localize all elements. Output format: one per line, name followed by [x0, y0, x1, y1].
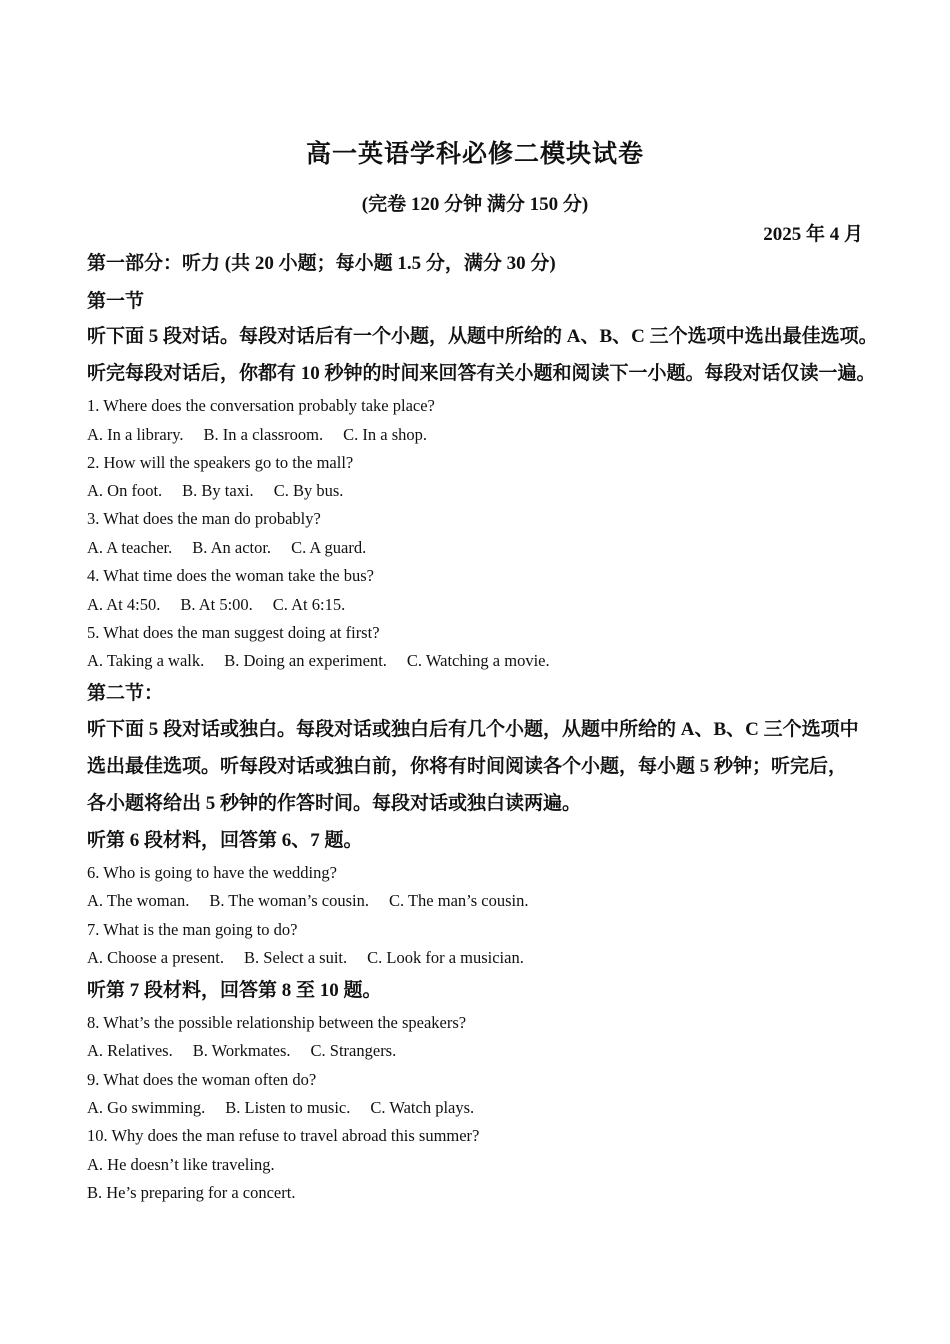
answer-options — [87, 538, 366, 558]
option-c: C. Strangers. — [310, 1041, 397, 1060]
answer-options — [87, 425, 427, 445]
question-text: 8. What’s the possible relationship between the speakers? — [87, 1013, 467, 1032]
section1-instruction: 听下面 5 段对话。每段对话后有一个小题，从题中所给的 A、B、C 三个选项中选出最佳选项。 — [87, 326, 878, 347]
answer-options — [87, 595, 345, 615]
question-text: 5. What does the man suggest doing at first? — [87, 623, 380, 642]
option-b: B. In a classroom. — [203, 425, 324, 444]
option-c: C. Watch plays. — [370, 1098, 475, 1117]
section2-instruction: 选出最佳选项。听每段对话或独白前，你将有时间阅读各个小题，每小题 5 秒钟；听完后， — [87, 756, 848, 777]
option-c: C. In a shop. — [343, 425, 428, 444]
option-a: A. Go swimming. — [87, 1098, 206, 1117]
option-b: B. Doing an experiment. — [224, 651, 387, 670]
option-a: A. Relatives. — [87, 1041, 173, 1060]
option-c: C. Look for a musician. — [367, 948, 524, 967]
section2-instruction: 听下面 5 段对话或独白。每段对话或独白后有几个小题，从题中所给的 A、B、C 三个选项中 — [87, 719, 859, 740]
question-text: 7. What is the man going to do? — [87, 920, 298, 939]
answer-options — [87, 1041, 396, 1061]
option-a: A. The woman. — [87, 891, 190, 910]
question-text: 9. What does the woman often do? — [87, 1070, 317, 1089]
option-b: B. Listen to music. — [225, 1098, 351, 1117]
section2-instruction: 各小题将给出 5 秒钟的作答时间。每段对话或独白读两遍。 — [87, 793, 582, 814]
question-text: 4. What time does the woman take the bus? — [87, 566, 374, 585]
exam-title: 高一英语学科必修二模块试卷 — [305, 141, 644, 168]
section1-instruction: 听完每段对话后，你都有 10 秒钟的时间来回答有关小题和阅读下一小题。每段对话仅读一遍。 — [87, 363, 876, 384]
option-c: C. A guard. — [291, 538, 367, 557]
option-c: C. At 6:15. — [272, 595, 346, 614]
answer-options — [87, 481, 343, 501]
question-text: 6. Who is going to have the wedding? — [87, 863, 337, 882]
question-text: 3. What does the man do probably? — [87, 509, 321, 528]
option-c: C. By bus. — [273, 481, 344, 500]
option-a: A. A teacher. — [87, 538, 173, 557]
part1-heading: 第一部分：听力 (共 20 小题；每小题 1.5 分，满分 30 分) — [87, 253, 556, 274]
section2-label: 第二节： — [87, 683, 164, 704]
question-text: 10. Why does the man refuse to travel abroad this summer? — [87, 1126, 480, 1145]
answer-options — [87, 651, 550, 671]
option-b: B. He’s preparing for a concert. — [87, 1183, 296, 1202]
option-a: A. On foot. — [87, 481, 163, 500]
question-text: 2. How will the speakers go to the mall? — [87, 453, 354, 472]
exam-subtitle: (完卷 120 分钟 满分 150 分) — [361, 194, 589, 215]
option-c: C. The man’s cousin. — [389, 891, 529, 910]
option-b: B. At 5:00. — [180, 595, 253, 614]
answer-options — [87, 948, 524, 968]
material-heading: 听第 6 段材料，回答第 6、7 题。 — [87, 830, 363, 851]
question-text: 1. Where does the conversation probably take place? — [87, 396, 435, 415]
answer-options — [87, 891, 528, 911]
material-heading: 听第 7 段材料，回答第 8 至 10 题。 — [87, 980, 382, 1001]
option-b: B. Select a suit. — [244, 948, 348, 967]
option-a: A. Choose a present. — [87, 948, 225, 967]
option-a: A. At 4:50. — [87, 595, 161, 614]
option-b: B. The woman’s cousin. — [209, 891, 369, 910]
option-a: A. He doesn’t like traveling. — [87, 1155, 275, 1174]
option-b: B. By taxi. — [182, 481, 254, 500]
section1-label: 第一节 — [87, 291, 145, 312]
option-c: C. Watching a movie. — [406, 651, 550, 670]
answer-options — [87, 1098, 474, 1118]
option-a: A. In a library. — [87, 425, 184, 444]
option-b: B. An actor. — [192, 538, 272, 557]
option-a: A. Taking a walk. — [87, 651, 205, 670]
option-b: B. Workmates. — [192, 1041, 291, 1060]
exam-date: 2025 年 4 月 — [763, 224, 863, 245]
